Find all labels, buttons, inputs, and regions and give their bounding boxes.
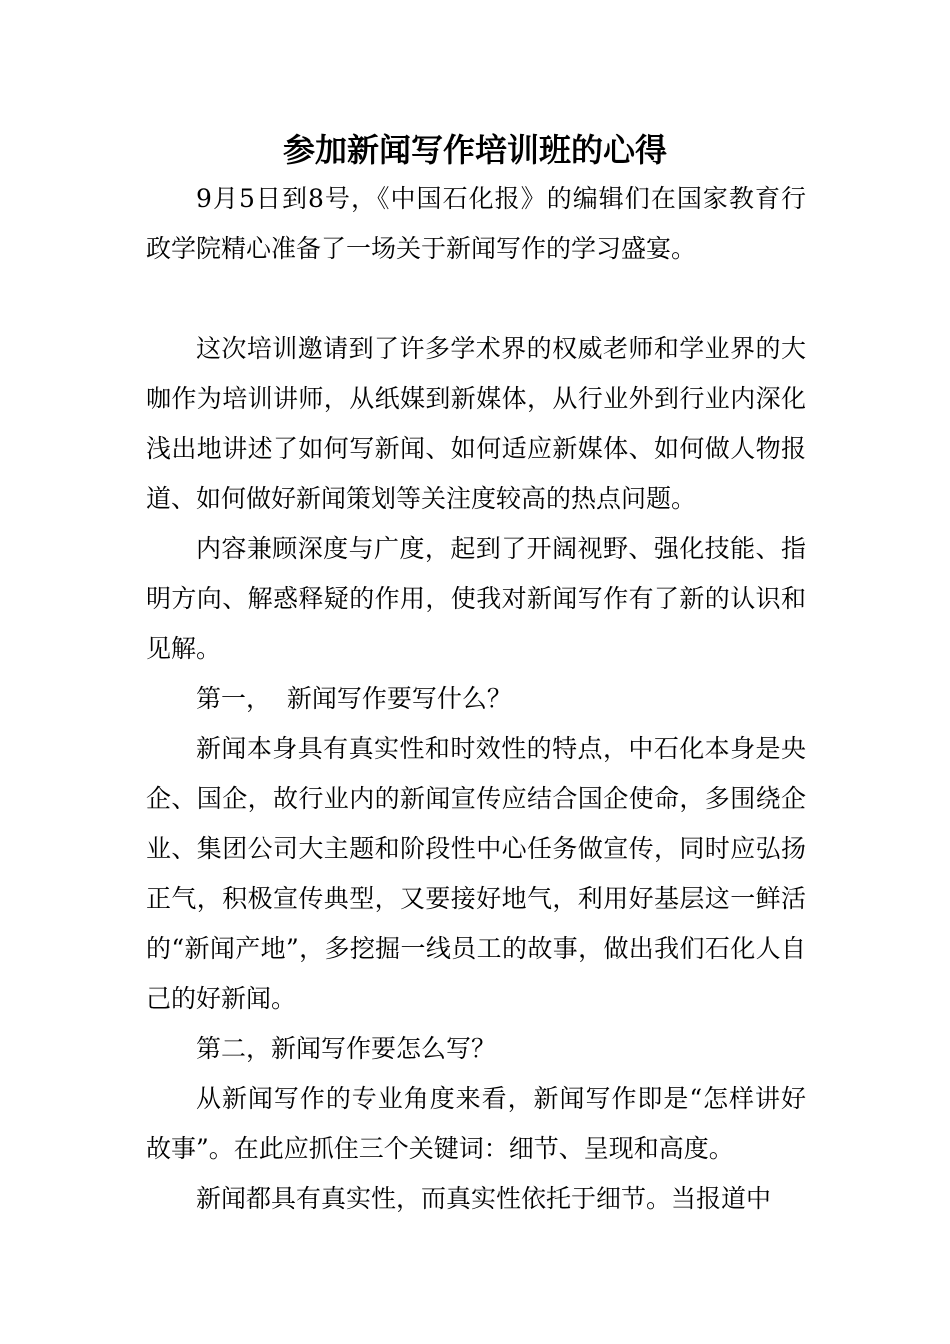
paragraph-intro: 9月5日到8号，《中国石化报》的编辑们在国家教育行政学院精心准备了一场关于新闻写作的学习盛宴。 (146, 184, 806, 263)
paragraph-how-to-write: 从新闻写作的专业角度来看，新闻写作即是“怎样讲好故事”。在此应抓住三个关键词：细节、呈现和高度。 (146, 1084, 806, 1163)
paragraph-training: 这次培训邀请到了许多学术界的权威老师和学业界的大咖作为培训讲师，从纸媒到新媒体，从行业外到行业内深化浅出地讲述了如何写新闻、如何适应新媒体、如何做人物报道、如何做好新闻策划等关注度较高的热点问题。 (146, 334, 806, 513)
section-heading-first: 第一， 新闻写作要写什么？ (196, 684, 512, 713)
document-title: 参加新闻写作培训班的心得 (282, 131, 667, 169)
document-body (146, 174, 806, 1224)
paragraph-details: 新闻都具有真实性，而真实性依托于细节。当报道中 (196, 1184, 772, 1213)
paragraph-content: 内容兼顾深度与广度，起到了开阔视野、强化技能、指明方向、解惑释疑的作用，使我对新闻写作有了新的认识和见解。 (146, 534, 806, 663)
paragraph-what-to-write: 新闻本身具有真实性和时效性的特点，中石化本身是央企、国企，故行业内的新闻宣传应结合国企使命，多围绕企业、集团公司大主题和阶段性中心任务做宣传，同时应弘扬正气，积极宣传典型，又要接好地气，利用好基层这一鲜活的“新闻产地”，多挖掘一线员工的故事，做出我们石化人自己的好新闻。 (146, 734, 806, 1013)
section-heading-second: 第二，新闻写作要怎么写？ (196, 1034, 497, 1063)
